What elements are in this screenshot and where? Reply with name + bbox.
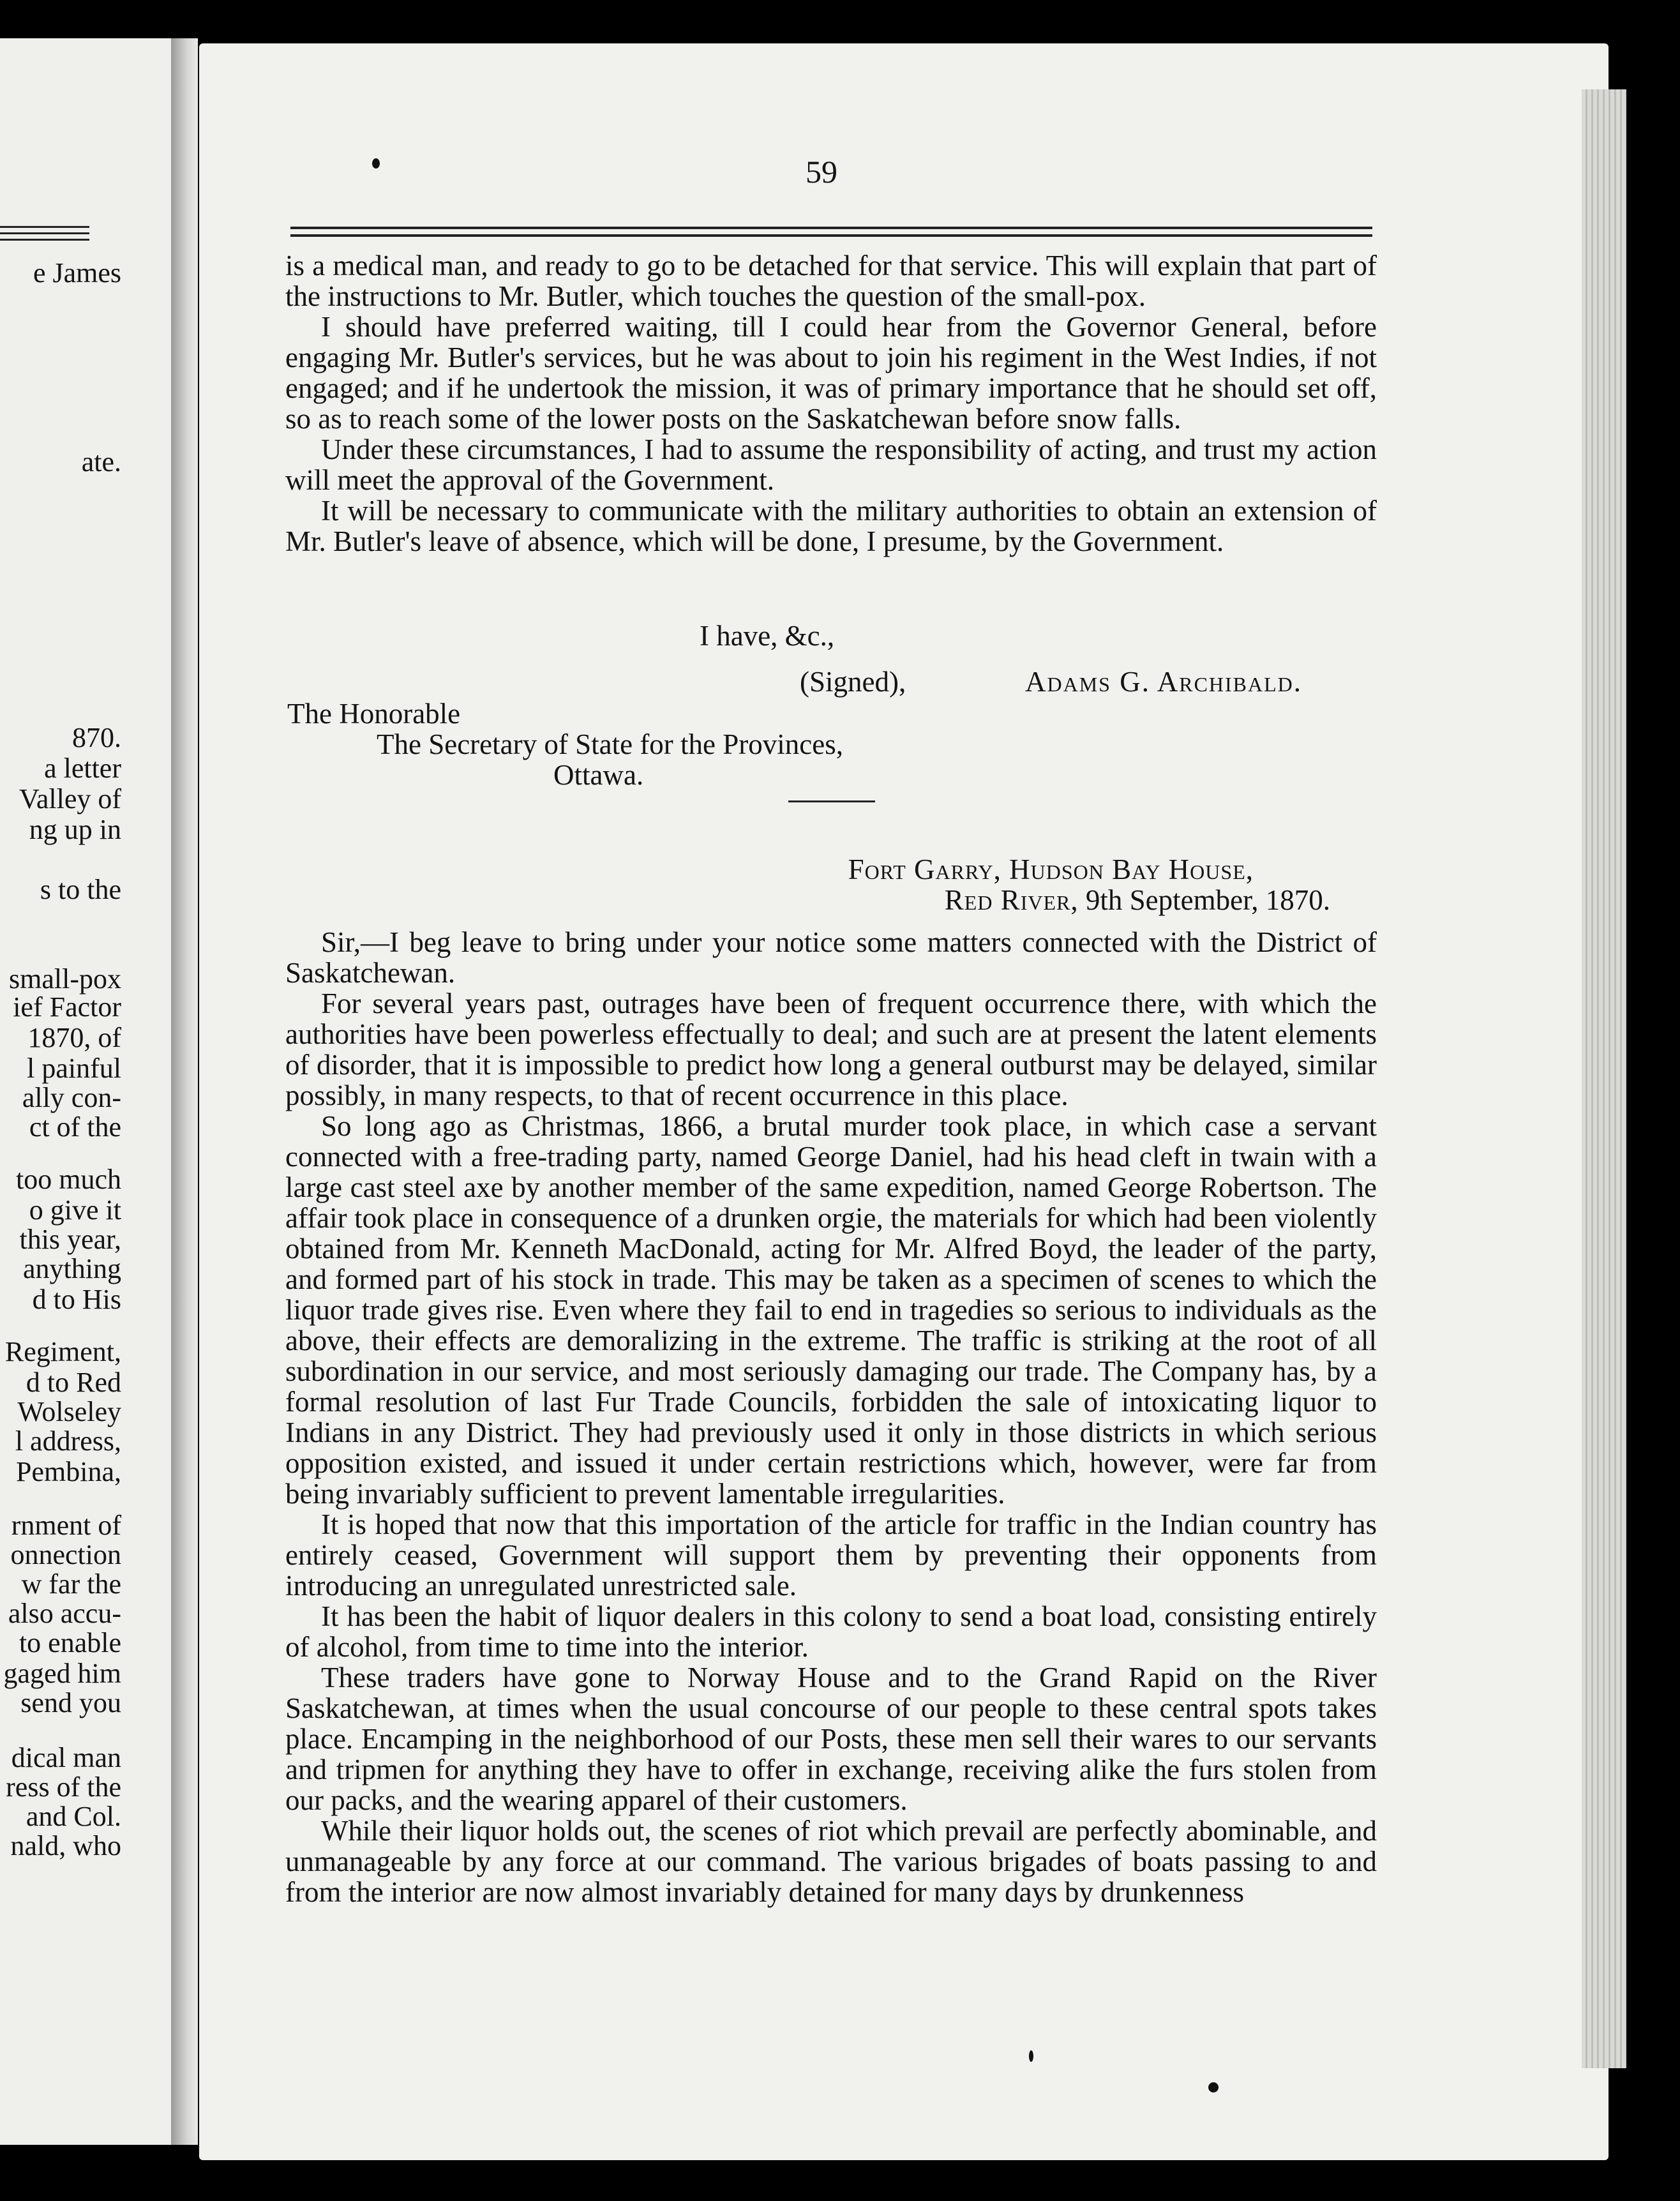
ink-speck — [1029, 2050, 1033, 2062]
book-gutter — [171, 38, 198, 2145]
left-page-line: 1870, of — [27, 1022, 121, 1053]
left-page-line: send you — [20, 1687, 121, 1718]
left-page-line: a letter — [44, 753, 121, 784]
date-text: 9th September, 1870. — [1078, 884, 1330, 916]
left-page-line: Pembina, — [16, 1456, 121, 1487]
left-page-line: dical man — [11, 1742, 121, 1773]
left-page-line: and Col. — [26, 1801, 121, 1832]
paragraph: I should have preferred waiting, till I could hear from the Governor General, before engaging Mr. Butler's services, but he was about to join his regiment in the West Indies, if not engaged; and if he undertook the mission, it was of primary importance that he should set off, so as to reach some of the lower posts on the Saskatchewan before snow falls. — [285, 311, 1377, 435]
paragraph: These traders have gone to Norway House and to the Grand Rapid on the River Saskatchewan, at times when the usual concourse of our people to these central spots takes place. Encamping in the neighborhood of our Posts, these men sell their wares to our servants and tripmen for anything they have to offer in exchange, receiving alike the furs stolen from our packs, and the wearing apparel of their customers. — [285, 1662, 1377, 1816]
date-place: Red River, — [944, 884, 1079, 916]
signed-label: (Signed), — [800, 666, 906, 698]
left-page-line: nald, who — [10, 1830, 121, 1861]
left-page-line: onnection — [10, 1539, 121, 1570]
left-page-line: l painful — [27, 1053, 121, 1084]
addressee-line: Ottawa. — [553, 759, 644, 791]
paragraph: So long ago as Christmas, 1866, a brutal murder took place, in which case a servant connected with a free-trading party, named George Daniel, had his head cleft in twain with a large cast steel axe by another member of the same expedition, named George Robertson. The affair took place in consequence of a drunken orgie, the materials for which had been violently obtained from Mr. Kenneth MacDonald, acting for Mr. Alfred Boyd, the leader of the party, and formed part of his stock in trade. This may be taken as a specimen of scenes to which the liquor trade gives rise. Even where they fail to end in tragedies so serious to individuals as the above, their effects are demoralizing in the extreme. The traffic is striking at the root of all subordination in our service, and most seriously damaging our trade. The Company has, by a formal resolution of last Fur Trade Councils, forbidden the sale of intoxicating liquor to Indians in any District. They had previously used it only in those districts in which serious opposition existed, and issued it under certain restrictions which, however, were far from being invariably sufficient to prevent lamentable irregularities. — [285, 1110, 1377, 1510]
left-page-line: ate. — [81, 446, 121, 477]
left-page-line: too much — [16, 1164, 121, 1195]
closing: I have, &c., — [700, 620, 835, 652]
page-edges — [1582, 89, 1626, 2068]
left-page-line: d to Red — [26, 1367, 121, 1398]
paragraph: Under these circumstances, I had to assume the responsibility of acting, and trust my action will meet the approval of the Government. — [285, 433, 1377, 496]
left-page-line: e James — [33, 257, 121, 289]
left-page-fragment — [0, 38, 171, 2145]
left-page-line: Valley of — [19, 783, 121, 815]
left-page-line: ng up in — [29, 814, 121, 845]
separator-rule — [788, 800, 875, 802]
ink-speck — [1208, 2082, 1219, 2092]
left-page-line: gaged him — [3, 1658, 121, 1689]
left-page-rule — [0, 232, 89, 234]
left-page-line: 870. — [72, 722, 121, 753]
left-page-line: o give it — [29, 1194, 121, 1226]
header-rule-bottom — [290, 234, 1372, 237]
addressee-line: The Secretary of State for the Provinces, — [377, 728, 843, 760]
paragraph: While their liquor holds out, the scenes of riot which prevail are perfectly abominable, and unmanageable by any force at our command. The various brigades of boats passing to and from the interior are now almost invariably detained for many days by drunkenness — [285, 1815, 1377, 1908]
page-number: 59 — [806, 154, 837, 190]
paragraph: is a medical man, and ready to go to be detached for that service. This will explain that part of the instructions to Mr. Butler, which touches the question of the small-pox. — [285, 250, 1377, 312]
left-page-line: ct of the — [29, 1111, 121, 1143]
left-page-line: ress of the — [6, 1771, 121, 1803]
left-page-line: to enable — [19, 1627, 121, 1658]
left-page-line: Regiment, — [4, 1336, 121, 1367]
letter1-body — [285, 250, 1377, 557]
left-page-line: s to the — [40, 874, 121, 905]
paragraph: It will be necessary to communicate with the military authorities to obtain an extension of Mr. Butler's leave of absence, which will be done, I presume, by the Government. — [285, 495, 1377, 557]
left-page-line: small-pox — [9, 963, 121, 995]
left-page-line: ally con- — [22, 1082, 121, 1113]
left-page-line: this year, — [19, 1224, 121, 1255]
paragraph: It is hoped that now that this importation of the article for traffic in the Indian country has entirely ceased, Government will support them by preventing their opponents from introducing an unregulated unrestricted sale. — [285, 1508, 1377, 1602]
left-page-line: ief Factor — [13, 991, 121, 1023]
left-page-line: Wolseley — [17, 1396, 121, 1427]
left-page-line: anything — [23, 1253, 121, 1284]
addressee-line: The Honorable — [287, 698, 461, 730]
left-page-line: also accu- — [8, 1598, 121, 1629]
header-rule-top — [290, 227, 1372, 229]
signatory-name: Adams G. Archibald. — [1025, 666, 1303, 698]
left-page-rule — [0, 226, 89, 228]
left-page-line: l address, — [15, 1425, 121, 1457]
letter2-body — [285, 927, 1377, 1907]
left-page-line: w far the — [21, 1568, 121, 1600]
paragraph: For several years past, outrages have been of frequent occurrence there, with which the authorities have been powerless effectually to deal; and such are at present the latent elements of disorder, that it is impossible to predict how long a general outburst may be delayed, similar possibly, in many respects, to that of recent occurrence in this place. — [285, 988, 1377, 1111]
left-page-line: rnment of — [11, 1510, 121, 1541]
paragraph: It has been the habit of liquor dealers in this colony to send a boat load, consisting entirely of alcohol, from time to time into the interior. — [285, 1600, 1377, 1663]
letter2-date — [945, 883, 1330, 917]
paragraph: Sir,—I beg leave to bring under your notice some matters connected with the District of Saskatchewan. — [285, 926, 1377, 989]
letter2-place: Fort Garry, Hudson Bay House, — [848, 853, 1254, 885]
ink-speck — [372, 158, 380, 169]
left-page-rule — [0, 239, 89, 241]
left-page-line: d to His — [32, 1284, 121, 1315]
